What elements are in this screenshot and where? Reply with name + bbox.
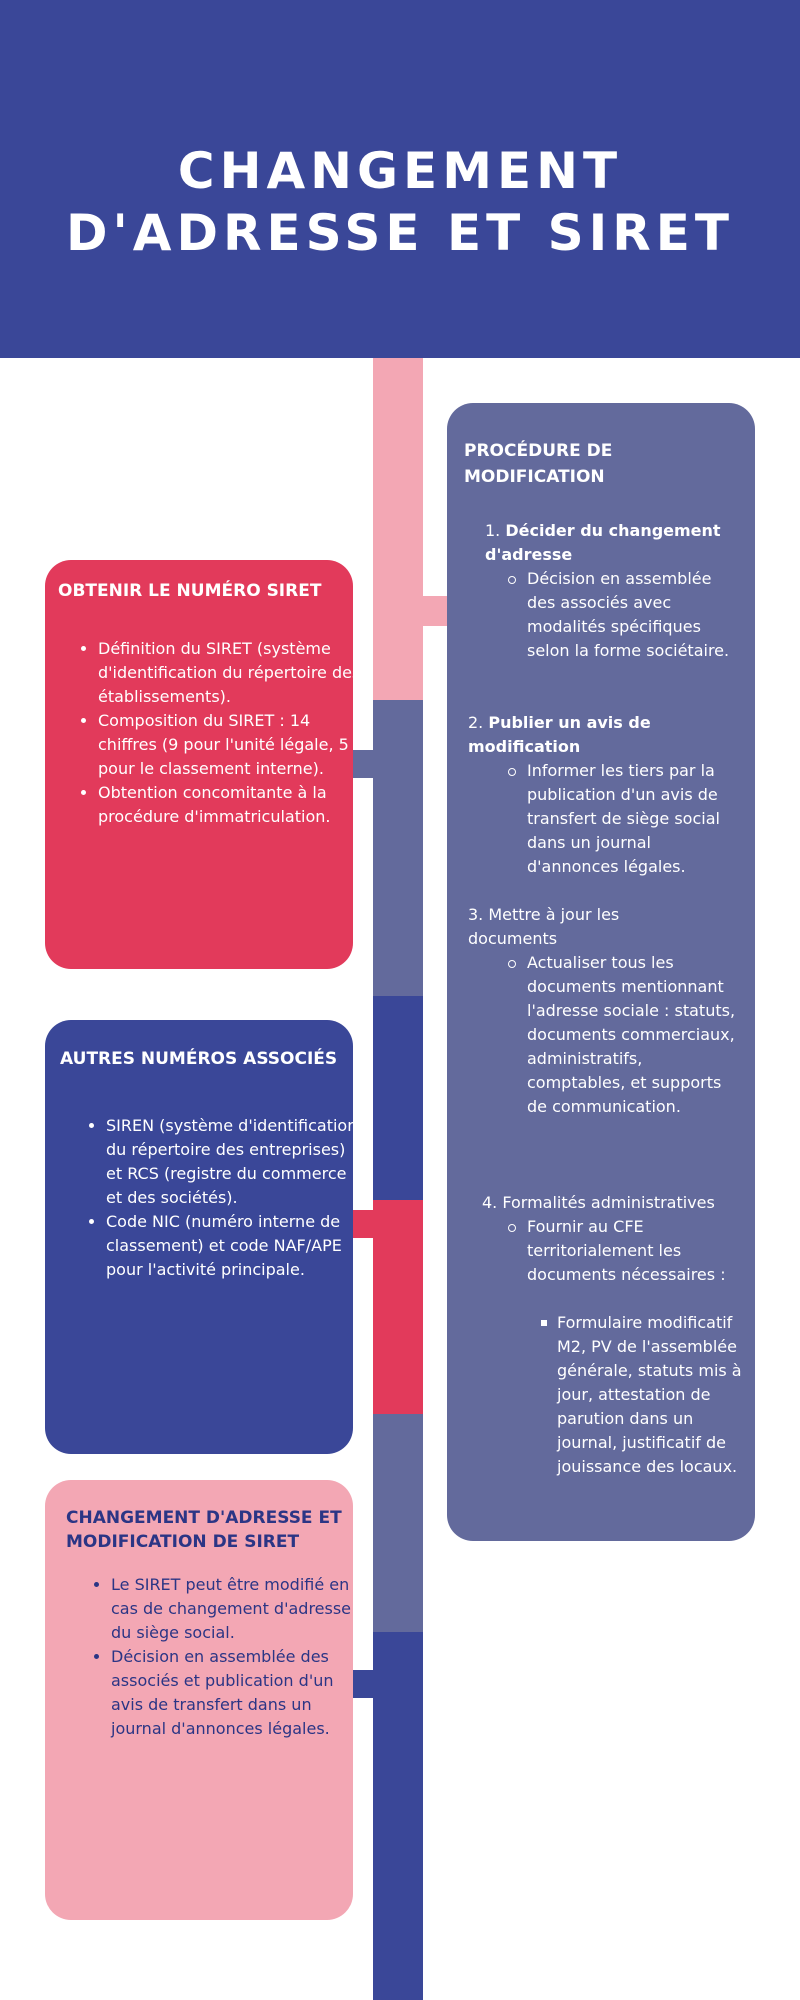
timeline-segment-navy <box>373 996 423 1200</box>
list-item: • Composition du SIRET : 14 chiffres (9 pour l'unité légale, 5 pour le classement interne). <box>98 709 366 781</box>
procedure-step-4-subdetail: Formulaire modificatif M2, PV de l'assemblée générale, statuts mis à jour, attestation de parution dans un journal, justificatif de jouissance des locaux. <box>557 1313 742 1476</box>
siret-card-title: OBTENIR LE NUMÉRO SIRET <box>58 581 322 601</box>
step-number: 2. <box>468 713 484 732</box>
square-bullet-icon <box>541 1320 547 1326</box>
list-item: • Décision en assemblée des associés et publication d'un avis de transfert dans un journal d'annonces légales. <box>111 1645 361 1741</box>
list-item: • Définition du SIRET (système d'identification du répertoire des établissements). <box>98 637 366 709</box>
procedure-step-2-detail: Informer les tiers par la publication d'un avis de transfert de siège social dans un journal d'annonces légales. <box>527 761 720 876</box>
procedure-step-3-detail: Actualiser tous les documents mentionnant l'adresse sociale : statuts, documents commerciaux, administratifs, comptables, et supports de communication. <box>527 953 736 1116</box>
changement-adresse-card-title: CHANGEMENT D'ADRESSE ET MODIFICATION DE SIRET <box>66 1508 342 1552</box>
page-title <box>0 140 800 264</box>
list-item: • SIREN (système d'identification du répertoire des entreprises) et RCS (registre du commerce et des sociétés). <box>106 1114 361 1210</box>
list-item: • Obtention concomitante à la procédure d'immatriculation. <box>98 781 366 829</box>
procedure-step-4 <box>482 1191 752 1215</box>
siret-card-list <box>78 637 366 829</box>
procedure-step-1-detail: Décision en assemblée des associés avec modalités spécifiques selon la forme sociétaire. <box>527 569 730 660</box>
siret-card <box>45 560 361 969</box>
timeline-segment-red <box>373 1200 423 1414</box>
hollow-bullet-icon <box>508 1224 516 1232</box>
hollow-bullet-icon <box>508 576 516 584</box>
step-label: Mettre à jour les documents <box>468 905 620 948</box>
page-title-line-1: CHANGEMENT <box>177 142 623 200</box>
connector-procedure <box>423 596 447 626</box>
procedure-step-2 <box>468 711 738 759</box>
autres-numeros-card <box>45 1020 358 1454</box>
step-number: 3. <box>468 905 484 924</box>
changement-adresse-card <box>45 1480 353 1920</box>
timeline-segment-slate-2 <box>373 1414 423 1632</box>
procedure-step-3 <box>468 903 668 951</box>
timeline-segment-slate <box>373 700 423 996</box>
step-label: Décider du changement d'adresse <box>485 521 721 564</box>
procedure-step-1 <box>485 519 735 567</box>
hollow-bullet-icon <box>508 768 516 776</box>
list-item: • Code NIC (numéro interne de classement) et code NAF/APE pour l'activité principale. <box>106 1210 361 1282</box>
step-label: Publier un avis de modification <box>468 713 651 756</box>
list-item: • Le SIRET peut être modifié en cas de changement d'adresse du siège social. <box>111 1573 361 1645</box>
timeline-segment-pink <box>373 358 423 700</box>
procedure-step-4-detail: Fournir au CFE territorialement les documents nécessaires : <box>527 1217 726 1284</box>
changement-adresse-card-list <box>91 1573 361 1741</box>
procedure-card-title: PROCÉDURE DE MODIFICATION <box>464 441 613 487</box>
step-number: 1. <box>485 521 501 540</box>
autres-numeros-card-list <box>86 1114 361 1282</box>
step-label: Formalités administratives <box>502 1193 715 1212</box>
step-number: 4. <box>482 1193 498 1212</box>
timeline-segment-navy-2 <box>373 1632 423 2000</box>
procedure-card <box>447 403 755 1541</box>
hollow-bullet-icon <box>508 960 516 968</box>
autres-numeros-card-title: AUTRES NUMÉROS ASSOCIÉS <box>60 1049 338 1069</box>
page-title-line-2: D'ADRESSE ET SIRET <box>65 204 735 262</box>
header-banner <box>0 0 800 358</box>
